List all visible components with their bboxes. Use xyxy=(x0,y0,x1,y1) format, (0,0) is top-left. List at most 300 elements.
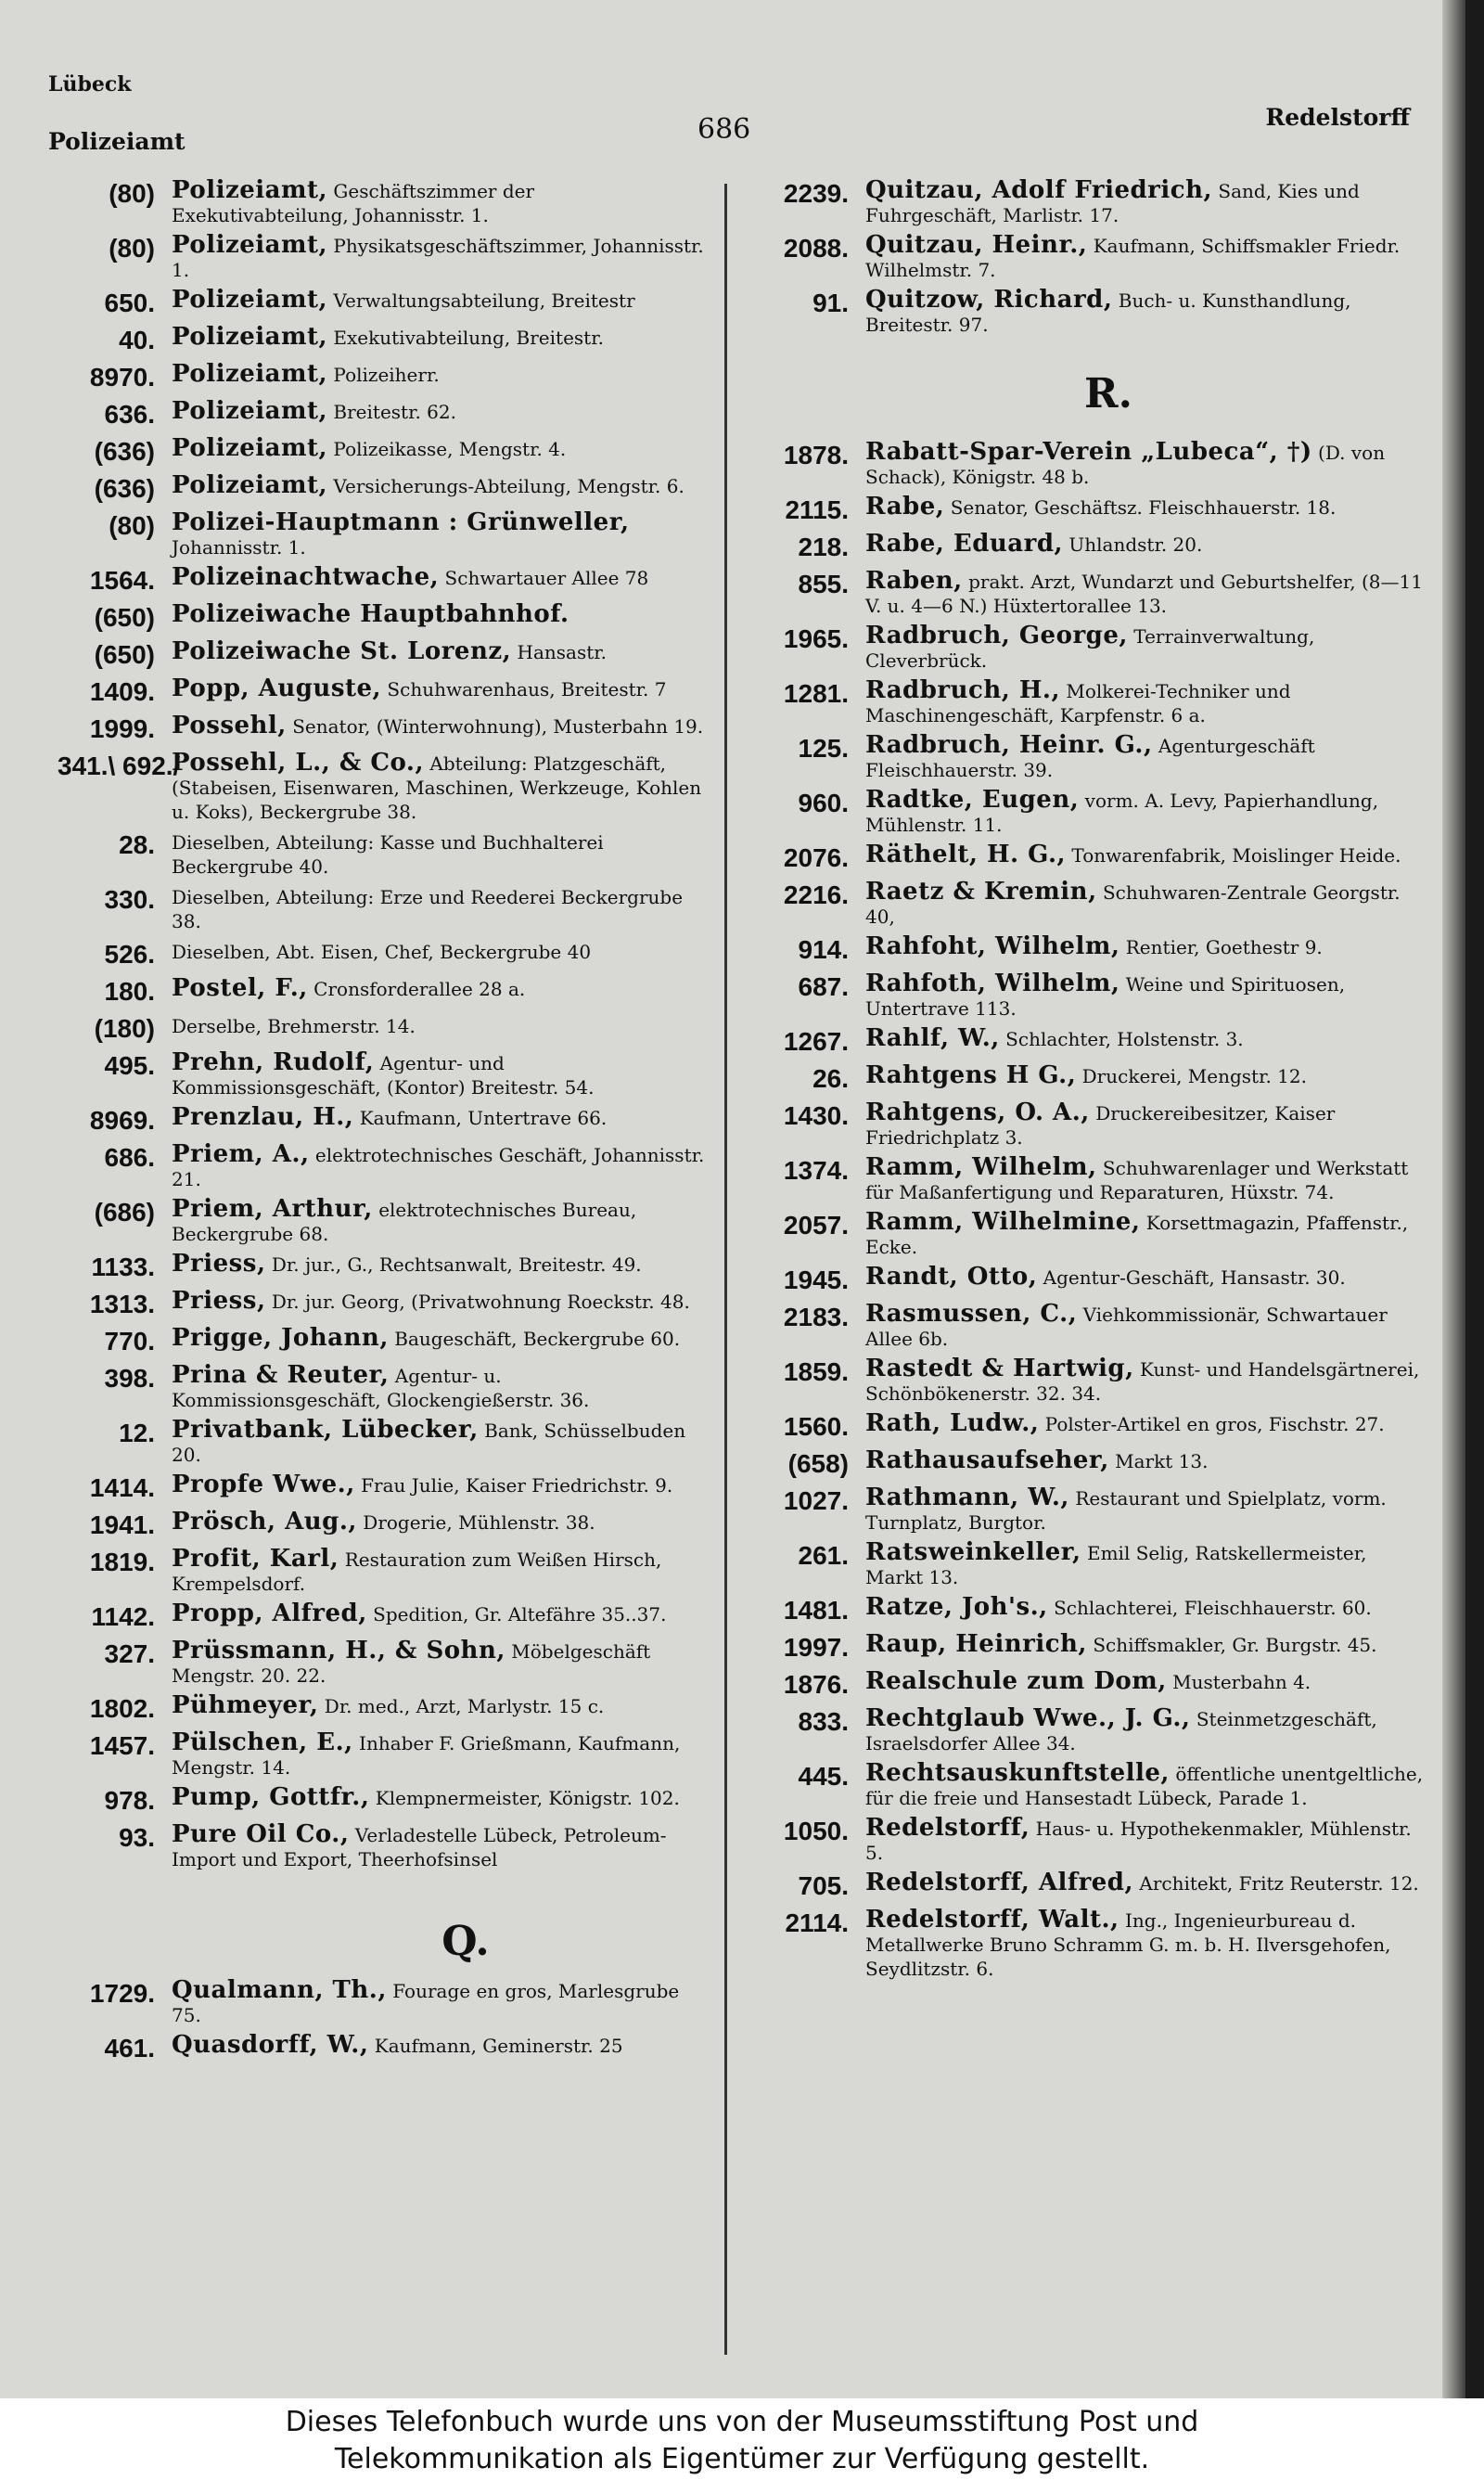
entry-name: Redelstorff, Alfred, xyxy=(865,1869,1134,1896)
directory-entry xyxy=(58,829,707,879)
directory-entry xyxy=(58,1547,707,1596)
footer-line-2: Telekommunikation als Eigentümer zur Verfügung gestellt. xyxy=(334,2443,1150,2475)
entry-body xyxy=(172,1510,707,1535)
entry-body xyxy=(865,1540,1424,1589)
entry-body xyxy=(172,1472,707,1497)
phone-number: 1965. xyxy=(783,624,849,653)
phone-number: 960. xyxy=(798,789,849,817)
entry-body xyxy=(172,1252,707,1277)
entry-body xyxy=(172,178,707,227)
entry-body xyxy=(865,1595,1424,1620)
entry-name: Rahlf, W., xyxy=(865,1024,1000,1052)
directory-entry xyxy=(756,1100,1424,1150)
entry-name: Polizeiwache Hauptbahnhof. xyxy=(172,600,569,628)
entry-description: Schuhwarenlager und Werkstatt für Maßanfertigung und Reparaturen, Hüxstr. 74. xyxy=(865,1157,1409,1203)
entry-name: Priem, Arthur, xyxy=(172,1195,373,1223)
entry-name: Rabe, Eduard, xyxy=(865,530,1064,558)
entry-name: Qualmann, Th., xyxy=(172,1976,387,2004)
entry-description: Breitestr. 62. xyxy=(333,401,456,423)
entry-body xyxy=(865,233,1424,282)
entry-name: Quitzow, Richard, xyxy=(865,286,1113,314)
entry-description: Polster-Artikel en gros, Fischstr. 27. xyxy=(1044,1413,1385,1435)
phone-number: (636) xyxy=(94,437,155,466)
phone-number: 705. xyxy=(798,1871,849,1900)
entry-description: Schlachter, Holstenstr. 3. xyxy=(1005,1028,1244,1050)
entry-body xyxy=(172,510,707,559)
entry-body xyxy=(865,880,1424,929)
directory-entry xyxy=(58,178,707,227)
entry-body xyxy=(172,829,707,879)
directory-entry xyxy=(58,1326,707,1357)
entry-body xyxy=(172,713,707,739)
phone-number: 636. xyxy=(104,400,155,429)
entry-description: Inhaber F. Grießmann, Kaufmann, Mengstr. 14. xyxy=(172,1732,681,1779)
phone-number: 1050. xyxy=(783,1817,849,1845)
entry-description: Ing., Ingenieurbureau d. Metallwerke Bruno Schramm G. m. b. H. Ilversgehofen, Seydlitzstr. 6. xyxy=(865,1909,1391,1980)
entry-body xyxy=(865,288,1424,337)
phone-number: 1564. xyxy=(89,566,155,595)
entry-body xyxy=(865,678,1424,727)
directory-entry xyxy=(58,1785,707,1817)
entry-description: Emil Selig, Ratskellermeister, Markt 13. xyxy=(865,1542,1367,1588)
entry-name: Quitzau, Heinr., xyxy=(865,231,1088,259)
entry-description: Dr. med., Arzt, Marlystr. 15 c. xyxy=(324,1695,605,1717)
directory-entry xyxy=(58,1363,707,1412)
directory-entry xyxy=(58,565,707,597)
entry-name: Radtke, Eugen, xyxy=(865,786,1080,814)
directory-entry xyxy=(58,436,707,468)
entry-body xyxy=(172,1638,707,1688)
entry-description: Johannisstr. 1. xyxy=(172,536,306,559)
entry-name: Raben, xyxy=(865,567,963,595)
header-city: Lübeck xyxy=(48,72,132,96)
entry-body xyxy=(865,1356,1424,1406)
entry-body xyxy=(172,639,707,664)
entry-name: Propfe Wwe., xyxy=(172,1471,355,1498)
phone-number: 91. xyxy=(812,289,849,317)
directory-entry xyxy=(58,1197,707,1246)
directory-entry xyxy=(756,733,1424,782)
directory-entry xyxy=(756,1265,1424,1296)
entry-name: Redelstorff, xyxy=(865,1814,1030,1842)
entry-name: Possehl, xyxy=(172,712,287,739)
entry-description: elektrotechnisches Bureau, Beckergrube 68. xyxy=(172,1199,637,1245)
directory-entry xyxy=(756,1485,1424,1535)
entry-body xyxy=(172,1978,707,2027)
directory-entry xyxy=(58,399,707,430)
entry-body xyxy=(172,939,707,964)
directory-entry xyxy=(756,233,1424,282)
entry-description: Physikatsgeschäftszimmer, Johannisstr. 1. xyxy=(172,235,704,281)
phone-number: 978. xyxy=(104,1786,155,1815)
entry-body xyxy=(865,623,1424,673)
entry-description: Geschäftszimmer der Exekutivabteilung, Johannisstr. 1. xyxy=(172,180,535,226)
phone-number: 2114. xyxy=(785,1908,849,1937)
phone-number: 1481. xyxy=(783,1596,849,1625)
directory-entry xyxy=(756,678,1424,727)
entry-name: Prigge, Johann, xyxy=(172,1324,389,1352)
entry-body xyxy=(865,788,1424,837)
directory-entry xyxy=(756,1706,1424,1755)
directory-entry xyxy=(58,602,707,634)
entry-description: Dieselben, Abteilung: Erze und Reederei Beckergrube 38. xyxy=(172,886,684,932)
phone-number: 2183. xyxy=(783,1303,849,1331)
entry-name: Rechtsauskunftstelle, xyxy=(865,1759,1170,1787)
header-left-keyword: Polizeiamt xyxy=(48,128,186,155)
entry-description: Musterbahn 4. xyxy=(1172,1671,1311,1693)
entry-name: Randt, Otto, xyxy=(865,1263,1038,1291)
phone-number: (80) xyxy=(109,234,155,263)
directory-entry xyxy=(756,1356,1424,1406)
section-letter-q: Q. xyxy=(441,1918,490,1965)
entry-body xyxy=(172,1142,707,1191)
entry-name: Polizeiamt, xyxy=(172,471,328,499)
entry-name: Rathmann, W., xyxy=(865,1484,1069,1511)
phone-number: 93. xyxy=(119,1823,155,1852)
entry-name: Radbruch, George, xyxy=(865,622,1128,649)
directory-entry xyxy=(756,880,1424,929)
q-entries xyxy=(58,1978,707,2064)
phone-number: 125. xyxy=(798,734,849,763)
phone-number: 1560. xyxy=(783,1412,849,1441)
entry-name: Polizeiamt, xyxy=(172,176,328,204)
phone-number: 855. xyxy=(798,570,849,598)
entry-name: Prösch, Aug., xyxy=(172,1508,357,1536)
entry-name: Popp, Auguste, xyxy=(172,675,382,702)
entry-name: Rahtgens H G., xyxy=(865,1061,1077,1089)
entry-description: Exekutivabteilung, Breitestr. xyxy=(333,327,604,349)
directory-entry xyxy=(756,532,1424,563)
phone-number: 1729. xyxy=(89,1979,155,2008)
phone-number: 327. xyxy=(104,1639,155,1668)
phone-number: 1409. xyxy=(89,677,155,706)
entry-body xyxy=(172,1289,707,1314)
entry-body xyxy=(865,1155,1424,1204)
entry-description: Schwartauer Allee 78 xyxy=(444,567,649,589)
entry-name: Possehl, L., & Co., xyxy=(172,749,425,777)
footer-notice xyxy=(0,2398,1484,2480)
entry-body xyxy=(865,1632,1424,1657)
entry-name: Ratsweinkeller, xyxy=(865,1538,1081,1566)
phone-number: 914. xyxy=(798,935,849,964)
directory-entry xyxy=(756,934,1424,966)
entry-body xyxy=(172,436,707,461)
entry-description: Uhlandstr. 20. xyxy=(1068,533,1203,556)
directory-entry xyxy=(58,676,707,708)
entry-name: Rathausaufseher, xyxy=(865,1446,1109,1474)
entry-description: Verladestelle Lübeck, Petroleum-Import und Export, Theerhofsinsel xyxy=(172,1824,667,1870)
entry-name: Polizeiamt, xyxy=(172,360,328,388)
entry-description: Druckereibesitzer, Kaiser Friedrichplatz 3. xyxy=(865,1102,1336,1149)
phone-number: (80) xyxy=(109,511,155,540)
phone-number: 686. xyxy=(104,1143,155,1172)
entry-name: Ramm, Wilhelm, xyxy=(865,1153,1097,1181)
entry-name: Priess, xyxy=(172,1287,266,1315)
entry-body xyxy=(865,1100,1424,1150)
entry-body xyxy=(172,1363,707,1412)
phone-number: 833. xyxy=(798,1707,849,1736)
entry-description: öffentliche unentgeltliche, für die freie und Hansestadt Lübeck, Parade 1. xyxy=(865,1763,1424,1809)
phone-number: 2239. xyxy=(783,179,849,208)
entry-body xyxy=(172,2033,707,2058)
entry-body xyxy=(865,1908,1424,1981)
phone-number: 461. xyxy=(104,2034,155,2062)
entry-description: Kaufmann, Untertrave 66. xyxy=(359,1107,608,1129)
entry-description: Dr. jur., G., Rechtsanwalt, Breitestr. 49. xyxy=(271,1253,642,1276)
entry-name: Prüssmann, H., & Sohn, xyxy=(172,1637,505,1664)
entry-name: Realschule zum Dom, xyxy=(865,1667,1167,1695)
entry-description: Weine und Spirituosen, Untertrave 113. xyxy=(865,973,1346,1020)
entry-name: Redelstorff, Walt., xyxy=(865,1906,1119,1934)
entry-name: Rabatt-Spar-Verein „Lubeca“, †) xyxy=(865,438,1312,466)
entry-description: Agentur- u. Kommissionsgeschäft, Glockengießerstr. 36. xyxy=(172,1365,590,1411)
directory-entry xyxy=(756,1816,1424,1865)
entry-body xyxy=(172,1326,707,1351)
entry-body xyxy=(865,178,1424,227)
entry-description: Abteilung: Platzgeschäft, (Stabeisen, Eisenwaren, Maschinen, Werkzeuge, Kohlen u. Koks), Beckergrube 38. xyxy=(172,752,702,823)
entry-body xyxy=(172,399,707,424)
phone-number: (658) xyxy=(787,1449,849,1478)
entry-body xyxy=(865,934,1424,959)
entry-name: Rechtglaub Wwe., J. G., xyxy=(865,1704,1191,1732)
phone-number: 2088. xyxy=(783,234,849,263)
entry-body xyxy=(172,1050,707,1099)
entry-name: Prehn, Rudolf, xyxy=(172,1048,375,1076)
directory-entry xyxy=(756,288,1424,337)
entry-body xyxy=(865,1063,1424,1088)
directory-entry xyxy=(58,1105,707,1137)
directory-entry xyxy=(756,1761,1424,1810)
entry-name: Polizeinachtwache, xyxy=(172,563,440,591)
footer-line-1: Dieses Telefonbuch wurde uns von der Museumsstiftung Post und xyxy=(285,2406,1199,2438)
entry-description: Steinmetzgeschäft, Israelsdorfer Allee 34. xyxy=(865,1708,1377,1754)
book-spine-shadow xyxy=(1442,0,1465,2398)
entry-name: Priem, A., xyxy=(172,1140,310,1168)
directory-entry xyxy=(58,751,707,824)
directory-entry xyxy=(756,623,1424,673)
entry-name: Rabe, xyxy=(865,493,945,520)
entry-description: Restaurant und Spielplatz, vorm. Turnplatz, Burgtor. xyxy=(865,1487,1387,1534)
entry-name: Prenzlau, H., xyxy=(172,1103,354,1131)
entry-description: Dr. jur. Georg, (Privatwohnung Roeckstr. 48. xyxy=(271,1291,690,1313)
phone-number: 218. xyxy=(798,533,849,561)
entry-description: Druckerei, Mengstr. 12. xyxy=(1081,1065,1307,1087)
directory-entry xyxy=(756,495,1424,526)
entry-body xyxy=(865,733,1424,782)
entry-body xyxy=(865,842,1424,867)
entry-description: Schuhwarenhaus, Breitestr. 7 xyxy=(387,678,667,700)
phone-number: 2115. xyxy=(785,495,849,524)
directory-entry xyxy=(58,473,707,505)
entry-description: Haus- u. Hypothekenmakler, Mühlenstr. 5. xyxy=(865,1818,1412,1864)
phone-number: 650. xyxy=(104,289,155,317)
entry-description: Dieselben, Abt. Eisen, Chef, Beckergrube 40 xyxy=(172,941,592,963)
entry-description: Schlachterei, Fleischhauerstr. 60. xyxy=(1054,1597,1372,1619)
entry-body xyxy=(172,1197,707,1246)
phone-number: 1941. xyxy=(89,1510,155,1539)
phone-number: 261. xyxy=(798,1541,849,1570)
directory-entry xyxy=(58,1289,707,1320)
entry-body xyxy=(172,565,707,590)
directory-entry xyxy=(756,1063,1424,1095)
phone-number: (80) xyxy=(109,179,155,208)
phone-number: 180. xyxy=(104,977,155,1006)
directory-entry xyxy=(58,884,707,933)
entry-description: Dieselben, Abteilung: Kasse und Buchhalterei Beckergrube 40. xyxy=(172,831,604,878)
entry-description: Verwaltungsabteilung, Breitestr xyxy=(333,289,635,312)
entry-description: vorm. A. Levy, Papierhandlung, Mühlenstr. 11. xyxy=(865,790,1379,836)
entry-description: Senator, Geschäftsz. Fleischhauerstr. 18. xyxy=(950,496,1337,519)
phone-number: 1133. xyxy=(91,1253,155,1281)
directory-entry xyxy=(756,1669,1424,1701)
entry-name: Quasdorff, W., xyxy=(172,2031,369,2059)
directory-entry xyxy=(756,842,1424,874)
entry-description: Korsettmagazin, Pfaffenstr., Ecke. xyxy=(865,1212,1409,1258)
phone-number: 26. xyxy=(812,1064,849,1093)
left-column xyxy=(58,178,707,2070)
directory-entry xyxy=(756,1632,1424,1664)
phone-number: 2076. xyxy=(783,843,849,872)
entry-body xyxy=(865,971,1424,1021)
phone-number: 12. xyxy=(119,1419,155,1447)
entry-description: Tonwarenfabrik, Moislinger Heide. xyxy=(1071,844,1401,867)
entry-name: Postel, F., xyxy=(172,974,308,1002)
entry-name: Propp, Alfred, xyxy=(172,1600,367,1627)
entry-description: Kaufmann, Geminerstr. 25 xyxy=(374,2035,623,2057)
phone-number: 1819. xyxy=(89,1548,155,1576)
entry-body xyxy=(172,1601,707,1626)
entry-name: Rastedt & Hartwig, xyxy=(865,1355,1134,1382)
entry-body xyxy=(865,1210,1424,1259)
directory-entry xyxy=(58,1252,707,1283)
phone-number: 1430. xyxy=(783,1101,849,1130)
directory-entry xyxy=(58,510,707,559)
entry-description: Fourage en gros, Marlesgrube 75. xyxy=(172,1980,680,2026)
directory-entry xyxy=(58,1822,707,1871)
entry-body xyxy=(865,1026,1424,1051)
entry-name: Polizeiwache St. Lorenz, xyxy=(172,637,512,665)
column-divider xyxy=(724,184,727,2355)
directory-entry xyxy=(58,976,707,1008)
entry-description: Cronsforderallee 28 a. xyxy=(313,978,526,1000)
entry-name: Radbruch, Heinr. G., xyxy=(865,731,1153,759)
entry-name: Rasmussen, C., xyxy=(865,1300,1078,1328)
phone-number: (650) xyxy=(94,640,155,669)
entry-body xyxy=(865,1448,1424,1473)
phone-number: 2057. xyxy=(783,1211,849,1240)
entry-name: Polizeiamt, xyxy=(172,434,328,462)
phone-number: 526. xyxy=(104,940,155,969)
entry-body xyxy=(172,325,707,350)
entry-description: Frau Julie, Kaiser Friedrichstr. 9. xyxy=(361,1474,673,1497)
entry-body xyxy=(172,751,707,824)
directory-entry xyxy=(58,639,707,671)
entry-name: Rahtgens, O. A., xyxy=(865,1099,1090,1126)
right-column xyxy=(756,178,1424,1986)
entry-body xyxy=(865,532,1424,557)
entry-description: Restauration zum Weißen Hirsch, Krempelsdorf. xyxy=(172,1548,662,1595)
entry-body xyxy=(172,1105,707,1130)
directory-entry xyxy=(756,1595,1424,1626)
phone-number: 1374. xyxy=(783,1156,849,1185)
entry-description: Kunst- und Handelsgärtnerei, Schönbökenerstr. 32. 34. xyxy=(865,1358,1420,1405)
entry-description: Molkerei-Techniker und Maschinengeschäft, Karpfenstr. 6 a. xyxy=(865,680,1291,726)
directory-entry xyxy=(58,1510,707,1541)
entry-description: Versicherungs-Abteilung, Mengstr. 6. xyxy=(333,475,684,497)
entry-body xyxy=(172,976,707,1001)
entry-name: Ratze, Joh's., xyxy=(865,1593,1048,1621)
entry-name: Polizeiamt, xyxy=(172,397,328,425)
directory-entry xyxy=(756,1448,1424,1480)
entry-description: Schuhwaren-Zentrale Georgstr. 40, xyxy=(865,881,1401,928)
phone-number: 1414. xyxy=(89,1473,155,1502)
directory-entry xyxy=(58,2033,707,2064)
r-entries xyxy=(756,440,1424,1981)
entry-description: Markt 13. xyxy=(1115,1450,1209,1472)
entry-description: Schiffsmakler, Gr. Burgstr. 45. xyxy=(1093,1634,1377,1656)
directory-entry xyxy=(756,1411,1424,1443)
phone-number: 445. xyxy=(798,1762,849,1791)
entry-body xyxy=(172,1822,707,1871)
phone-number: 398. xyxy=(104,1364,155,1393)
entry-name: Radbruch, H., xyxy=(865,676,1061,704)
entry-name: Raup, Heinrich, xyxy=(865,1630,1087,1658)
directory-entry xyxy=(58,325,707,356)
phone-number: 1267. xyxy=(783,1027,849,1056)
phone-number: 8969. xyxy=(89,1106,155,1135)
directory-entry xyxy=(58,1142,707,1191)
entry-description: Agenturgeschäft Fleischhauerstr. 39. xyxy=(865,735,1315,781)
entry-name: Rahfoht, Wilhelm, xyxy=(865,932,1120,960)
directory-entry xyxy=(58,713,707,745)
entry-body xyxy=(865,1669,1424,1694)
entry-name: Priess, xyxy=(172,1250,266,1278)
phone-number: 1878. xyxy=(783,441,849,469)
phone-number: 1859. xyxy=(783,1357,849,1386)
entry-name: Raetz & Kremin, xyxy=(865,878,1097,906)
directory-entry xyxy=(58,1013,707,1045)
phone-number: 2216. xyxy=(783,880,849,909)
entry-body xyxy=(865,440,1424,489)
phone-number: 28. xyxy=(119,830,155,859)
phone-number: (636) xyxy=(94,474,155,503)
entry-description: Derselbe, Brehmerstr. 14. xyxy=(172,1015,416,1037)
entry-body xyxy=(865,1706,1424,1755)
directory-entry xyxy=(58,1730,707,1780)
directory-entry xyxy=(58,1472,707,1504)
entry-description: Senator, (Winterwohnung), Musterbahn 19. xyxy=(292,715,704,738)
entry-description: Agentur-Geschäft, Hansastr. 30. xyxy=(1043,1266,1346,1289)
right-top-entries xyxy=(756,178,1424,337)
directory-entry xyxy=(58,233,707,282)
entry-body xyxy=(172,884,707,933)
entry-body xyxy=(865,1411,1424,1436)
phone-number: 341.\ 692./ xyxy=(58,752,181,780)
directory-entry xyxy=(756,971,1424,1021)
page-number: 686 xyxy=(697,113,751,146)
entry-name: Räthelt, H. G., xyxy=(865,841,1067,868)
entry-description: Spedition, Gr. Altefähre 35..37. xyxy=(373,1603,667,1625)
entry-body xyxy=(172,473,707,498)
entry-name: Quitzau, Adolf Friedrich, xyxy=(865,176,1213,204)
phone-number: 8970. xyxy=(89,363,155,392)
directory-entry xyxy=(756,1908,1424,1981)
entry-name: Prina & Reuter, xyxy=(172,1361,390,1389)
directory-entry xyxy=(756,1870,1424,1902)
entry-name: Rahfoth, Wilhelm, xyxy=(865,970,1120,997)
entry-description: Viehkommissionär, Schwartauer Allee 6b. xyxy=(865,1304,1388,1350)
phone-number: 1997. xyxy=(783,1633,849,1662)
